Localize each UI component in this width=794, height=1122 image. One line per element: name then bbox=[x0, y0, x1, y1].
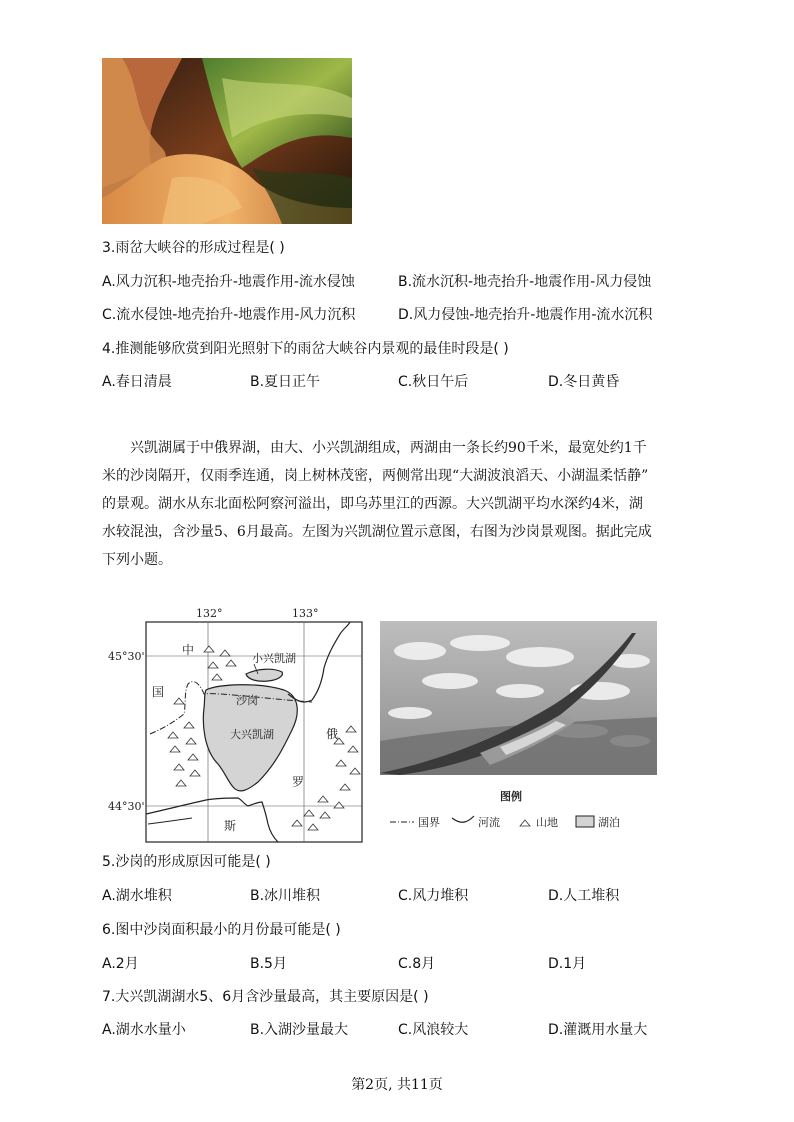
legend-title: 图例 bbox=[500, 790, 522, 803]
map-legend bbox=[380, 786, 660, 832]
question-7-option-d: D.灌溉用水量大 bbox=[548, 1022, 648, 1038]
question-3-option-c: C.流水侵蚀-地壳抬升-地震作用-风力沉积 bbox=[102, 307, 356, 323]
country-label-russia-3: 斯 bbox=[224, 819, 237, 833]
passage-line: 的景观。湖水从东北面松阿察河溢出，即乌苏里江的西源。大兴凯湖平均水深约4米，湖 bbox=[102, 496, 643, 512]
country-label-russia-2: 罗 bbox=[292, 775, 305, 789]
passage-line: 米的沙岗隔开，仅雨季连通，岗上树林茂密，两侧常出现“大湖波浪滔天、小湖温柔恬静” bbox=[102, 468, 649, 484]
lon-label-left: 132° bbox=[196, 607, 223, 620]
question-6-option-c: C.8月 bbox=[398, 956, 436, 972]
legend-mountain-label: 山地 bbox=[536, 816, 558, 829]
passage-line: 下列小题。 bbox=[102, 552, 172, 568]
question-7-stem: 7.大兴凯湖湖水5、6月含沙量最高，其主要原因是( ) bbox=[102, 989, 429, 1005]
question-7-option-b: B.入湖沙量最大 bbox=[250, 1022, 349, 1038]
question-6-option-a: A.2月 bbox=[102, 956, 139, 972]
lon-label-right: 133° bbox=[292, 607, 319, 620]
question-5-option-a: A.湖水堆积 bbox=[102, 888, 172, 904]
question-3-option-a: A.风力沉积-地壳抬升-地震作用-流水侵蚀 bbox=[102, 274, 355, 290]
question-4-stem: 4.推测能够欣赏到阳光照射下的雨岔大峡谷内景观的最佳时段是( ) bbox=[102, 341, 509, 357]
question-3-stem: 3.雨岔大峡谷的形成过程是( ) bbox=[102, 240, 285, 256]
lat-label-top: 45°30' bbox=[108, 650, 145, 663]
legend-border-label: 国界 bbox=[418, 816, 440, 829]
sand-ridge-label: 沙岗 bbox=[236, 694, 258, 707]
question-5-option-b: B.冰川堆积 bbox=[250, 888, 321, 904]
page-footer: 第2页, 共11页 bbox=[351, 1077, 443, 1093]
question-3-option-b: B.流水沉积-地壳抬升-地震作用-风力侵蚀 bbox=[398, 274, 652, 290]
question-7-option-a: A.湖水水量小 bbox=[102, 1022, 186, 1038]
legend-river-label: 河流 bbox=[478, 816, 500, 829]
question-4-option-c: C.秋日午后 bbox=[398, 374, 469, 390]
legend-lake-label: 湖泊 bbox=[598, 816, 620, 829]
lake-location-map bbox=[108, 604, 370, 844]
mountain-icon bbox=[520, 820, 530, 826]
question-5-option-c: C.风力堆积 bbox=[398, 888, 469, 904]
question-3-option-d: D.风力侵蚀-地壳抬升-地震作用-流水沉积 bbox=[398, 307, 653, 323]
big-lake-label: 大兴凯湖 bbox=[230, 728, 274, 741]
lat-label-bottom: 44°30' bbox=[108, 800, 145, 813]
passage bbox=[102, 434, 694, 574]
sand-ridge-photo bbox=[380, 621, 657, 775]
country-label-china-1: 中 bbox=[182, 643, 195, 657]
passage-line: 水较混浊，含沙量5、6月最高。左图为兴凯湖位置示意图，右图为沙岗景观图。据此完成 bbox=[102, 524, 652, 540]
country-label-russia-1: 俄 bbox=[326, 727, 339, 741]
country-label-china-2: 国 bbox=[152, 685, 165, 699]
question-4-option-a: A.春日清晨 bbox=[102, 374, 172, 390]
question-4-option-b: B.夏日正午 bbox=[250, 374, 321, 390]
question-6-option-d: D.1月 bbox=[548, 956, 587, 972]
question-6-option-b: B.5月 bbox=[250, 956, 287, 972]
question-5-stem: 5.沙岗的形成原因可能是( ) bbox=[102, 854, 271, 870]
question-5-option-d: D.人工堆积 bbox=[548, 888, 620, 904]
question-7-option-c: C.风浪较大 bbox=[398, 1022, 469, 1038]
passage-line: 兴凯湖属于中俄界湖，由大、小兴凯湖组成，两湖由一条长约90千米，最宽处约1千 bbox=[130, 440, 647, 456]
canyon-photo bbox=[102, 58, 352, 224]
question-4-option-d: D.冬日黄昏 bbox=[548, 374, 620, 390]
small-lake-label: 小兴凯湖 bbox=[252, 652, 296, 665]
question-6-stem: 6.图中沙岗面积最小的月份最可能是( ) bbox=[102, 922, 341, 938]
